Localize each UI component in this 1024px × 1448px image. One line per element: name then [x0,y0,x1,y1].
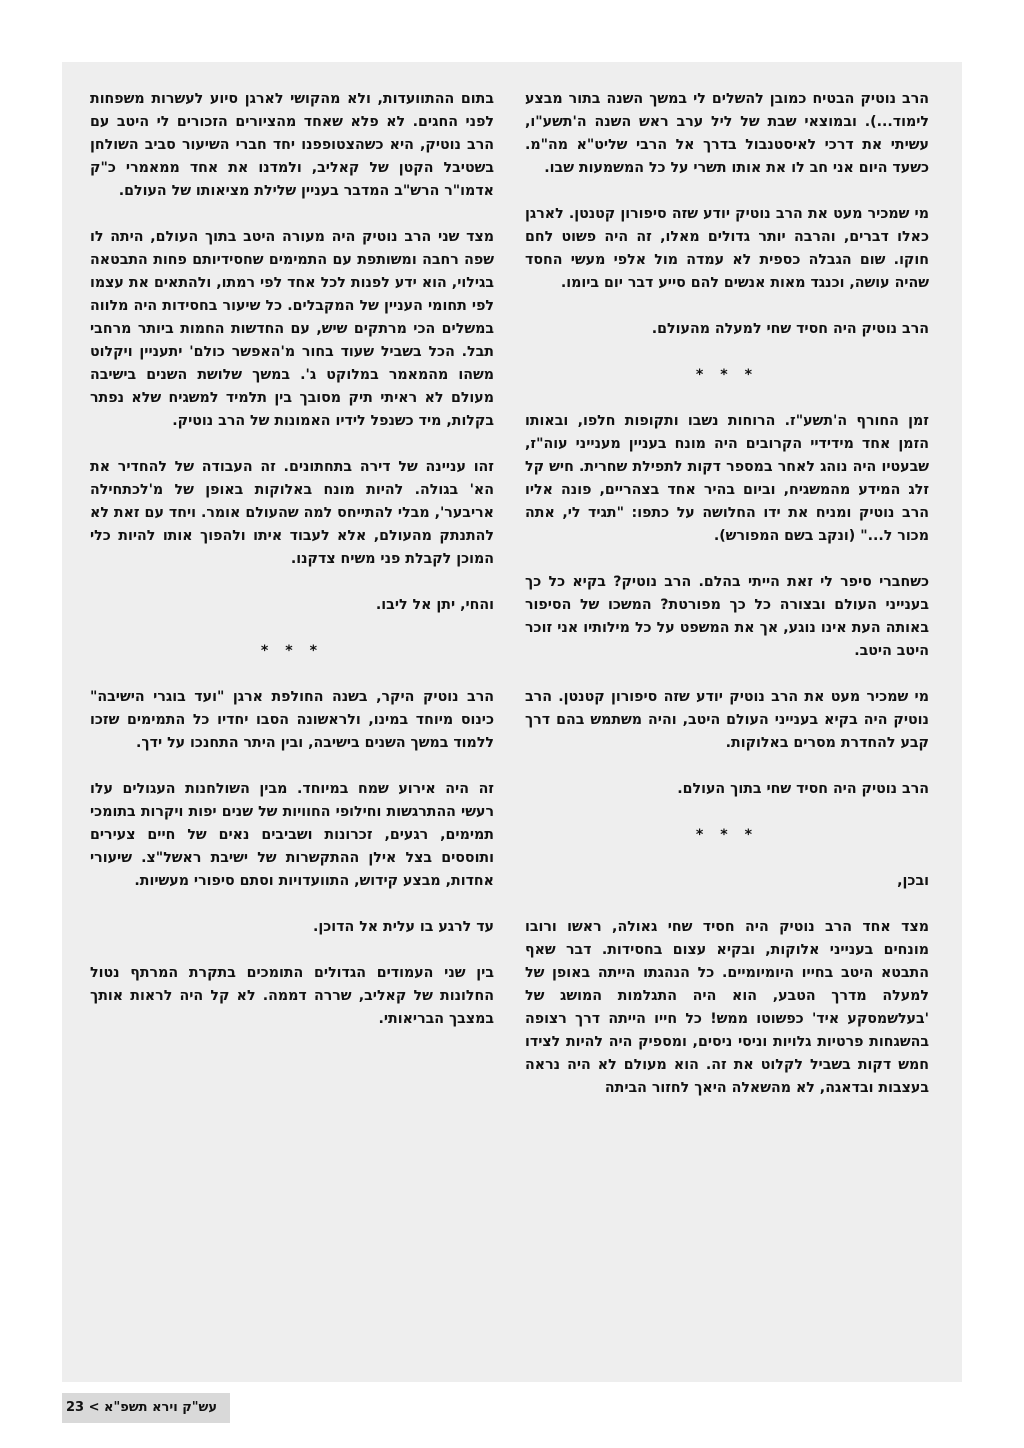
paragraph: זה היה אירוע שמח במיוחד. מבין השולחנות העגולים עלו רעשי ההתרגשות וחילופי החוויות של שנים יפות ויקרות בתומכי תמימים, רגעים, זכרונות ושביבים נאים של חיים צעירים ותוססים בצל אילן ההתקשרות של ישיבת ראשל"צ. שיעורי אחדות, מבצע קידוש, התוועדויות וסתם סיפורי מעשיות. [90,781,494,889]
paragraph: ובכן, [897,873,929,889]
paragraph: כשחברי סיפר לי זאת הייתי בהלם. הרב נוטיק? בקיא כל כך בענייני העולם ובצורה כל כך מפורטת? המשכו של הסיפור באותה העת אינו נוגע, אך את המשפט על כל מילותיו אני זוכר היטב היטב. [525,574,929,659]
section-separator: * * * [260,643,324,659]
article-column-left [90,88,494,1054]
paragraph: והחי, יתן אל ליבו. [375,597,494,613]
paragraph: הרב נוטיק היה חסיד שחי למעלה מהעולם. [651,321,929,337]
paragraph: מי שמכיר מעט את הרב נוטיק יודע שזה סיפורון קטנטן. לארגן כאלו דברים, והרבה יותר גדולים מאלו, זה היה פשוט לחם חוקו. שום הגבלה כספית לא עמדה מול אלפי מעשי החסד שהיה עושה, וכנגד מאות אנשים להם סייע דבר יום ביומו. [525,206,929,291]
paragraph: עד לרגע בו עלית אל הדוכן. [313,919,494,935]
paragraph: זהו עניינה של דירה בתחתונים. זה העבודה של להחדיר את הא' בגולה. להיות מונח באלוקות באופן של מ'לכתחילה אריבער', מבלי להתייחס למה שהעולם אומר. ויחד עם זאת לא להתנתק מהעולם, אלא לעבוד איתו ולהפוך אותו להיות כלי המוכן לקבלת פני משיח צדקנו. [90,459,494,567]
paragraph: הרב נוטיק היקר, בשנה החולפת ארגן "ועד בוגרי הישיבה" כינוס מיוחד במינו, ולראשונה הסבו יחדיו כל התמימים שזכו ללמוד במשך השנים בישיבה, ובין היתר התחנכו על ידך. [90,689,494,751]
paragraph: מי שמכיר מעט את הרב נוטיק יודע שזה סיפורון קטנטן. הרב נוטיק היה בקיא בענייני העולם היטב, והיה משתמש בהם דרך קבע להחדרת מסרים באלוקות. [525,689,929,751]
paragraph: מצד שני הרב נוטיק היה מעורה היטב בתוך העולם, היתה לו שפה רחבה ומשותפת עם התמימים שחסידיותם פחות התבטאה בגילוי, הוא ידע לפנות לכל אחד לפי רמתו, ולהתאים את עצמו לפי תחומי העניין של המקבלים. כל שיעור בחסידות היה מלווה במשלים הכי מרתקים שיש, עם החדשות החמות ביותר מרחבי תבל. הכל בשביל שעוד בחור מ'האפשר כולם' יתעניין ויקלוט משהו מהמאמר במלוקט ג'. במשך שלושת השנים בישיבה מעולם לא ראיתי תיק מסובך בין תלמיד למשגיח שלא נפתר בקלות, מיד כשנפל לידיו האמונות של הרב נוטיק. [90,229,494,429]
paragraph: מצד אחד הרב נוטיק היה חסיד שחי גאולה, ראשו ורובו מונחים בענייני אלוקות, ובקיא עצום בחסידות. דבר שאף התבטא היטב בחייו היומיומיים. כל הנהגתו הייתה באופן של למעלה מדרך הטבע, הוא היה התגלמות המושג של 'בעלשמסקע איד' כפשוטו ממש! כל חייו הייתה דרך רצופה בהשגחות פרטיות גלויות וניסי ניסים, ומספיק היה להיות לצידו חמש דקות בשביל לקלוט את זה. הוא מעולם לא היה נראה בעצבות ובדאגה, לא מהשאלה היאך לחזור הביתה [525,919,929,1096]
article-column-right [525,88,929,1123]
paragraph: הרב נוטיק היה חסיד שחי בתוך העולם. [677,781,929,797]
section-separator: * * * [695,367,759,383]
paragraph: הרב נוטיק הבטיח כמובן להשלים לי במשך השנה בתור מבצע לימוד...). ובמוצאי שבת של ליל ערב ראש השנה ה'תשע"ו, עשיתי את דרכי לאיסטנבול בדרך אל הרבי שליט"א מה"מ. כשעד היום אני חב לו את אותו תשרי על כל המשמעות שבו. [525,91,929,176]
paragraph: זמן החורף ה'תשע"ז. הרוחות נשבו ותקופות חלפו, ובאותו הזמן אחד מידידיי הקרובים היה מונח בעניין מענייני עוה"ז, שבעטיו היה נוהג לאחר במספר דקות לתפילת שחרית. חיש קל זלג המידע מהמשגיח, וביום בהיר אחד בצהריים, פונה אליו הרב נוטיק ומניח את ידו החלושה על כתפו: "תגיד לי, אתה מכור ל..." (ונקב בשם המפורש). [525,413,929,544]
paragraph: בתום ההתוועדות, ולא מהקושי לארגן סיוע לעשרות משפחות לפני החגים. לא פלא שאחד מהציורים הזכורים לי היטב עם הרב נוטיק, היא כשהצטופפנו יחד חברי השיעור סביב השולחן בשטיבל הקטן של קאליב, ולמדנו את אחד ממאמרי כ"ק אדמו"ר הרש"ב המדבר בעניין שלילת מציאותו של העולם. [90,91,494,199]
paragraph: בין שני העמודים הגדולים התומכים בתקרת המרתף נטול החלונות של קאליב, שררה דממה. לא קל היה לראות אותך במצבך הבריאותי. [90,965,494,1027]
page-footer: עש"ק וירא תשפ"א > 23 [66,1400,218,1415]
section-separator: * * * [695,827,759,843]
